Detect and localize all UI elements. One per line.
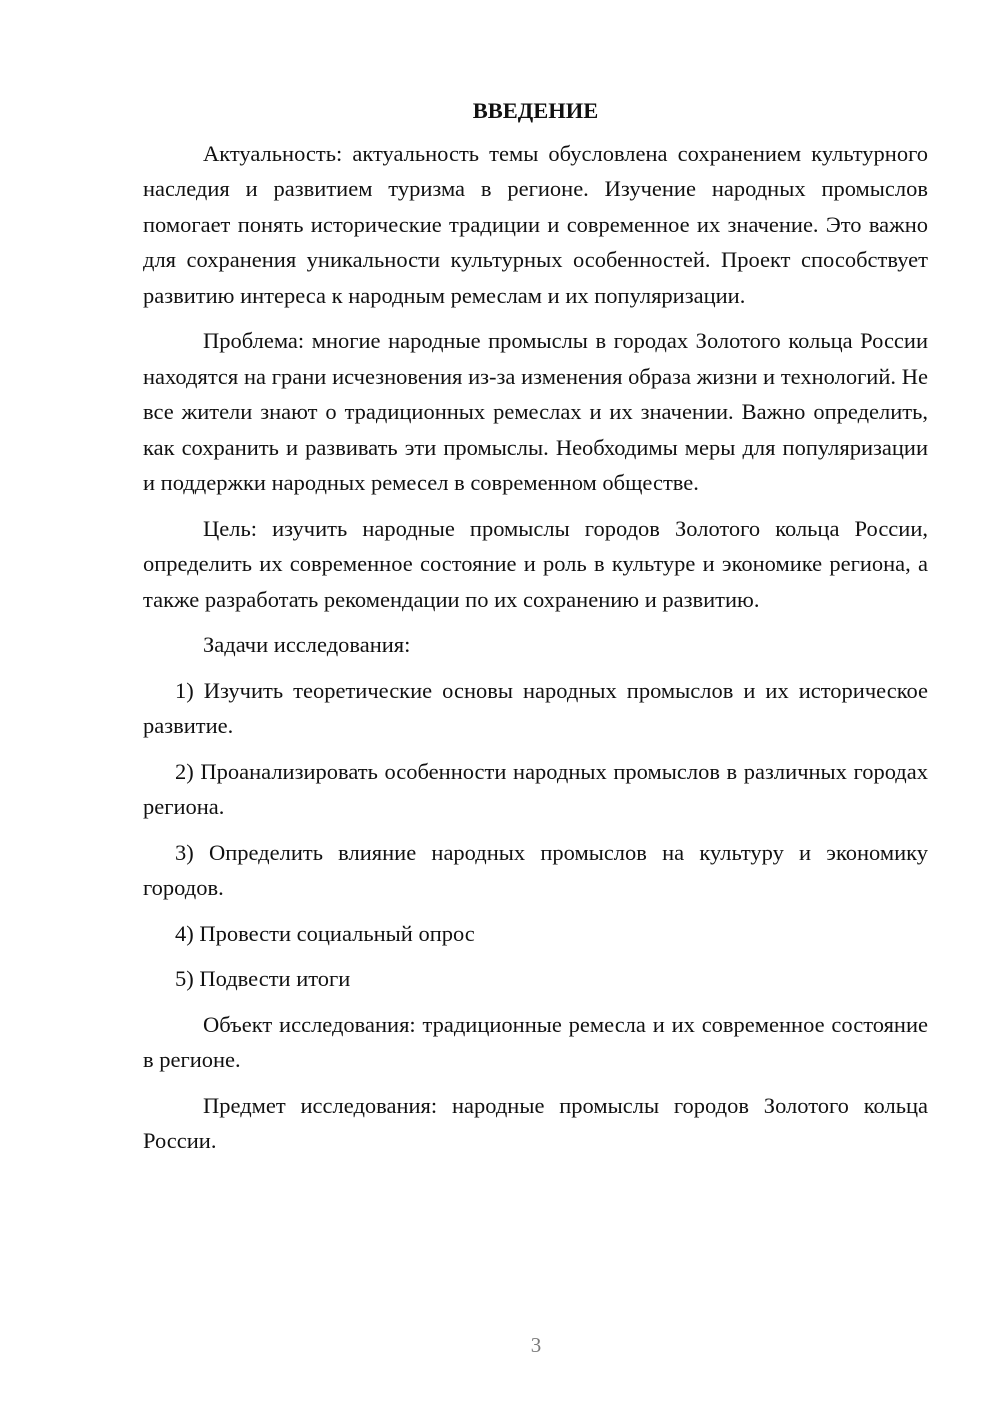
tasks-heading: Задачи исследования: xyxy=(203,632,411,657)
paragraph-subject: Предмет исследования: народные промыслы городов Золотого кольца России. xyxy=(143,1092,928,1153)
paragraph-goal: Цель: изучить народные промыслы городов Золотого кольца России, определить их современное состояние и роль в культуре и экономике региона, а также разработать рекомендации по их сохранению и развитию. xyxy=(143,515,928,612)
task-item: 3) Определить влияние народных промыслов на культуру и экономику городов. xyxy=(143,839,928,900)
page-content xyxy=(143,93,928,1169)
task-item: 1) Изучить теоретические основы народных промыслов и их историческое развитие. xyxy=(143,677,928,738)
task-item: 2) Проанализировать особенности народных промыслов в различных городах региона. xyxy=(143,758,928,819)
paragraph-relevance: Актуальность: актуальность темы обусловлена сохранением культурного наследия и развитием туризма в регионе. Изучение народных промыслов помогает понять исторические традиции и современное их значение. Это важно для сохранения уникальности культурных особенностей. Проект способствует развитию интереса к народным ремеслам и их популяризации. xyxy=(143,140,928,308)
paragraph-object: Объект исследования: традиционные ремесла и их современное состояние в регионе. xyxy=(143,1011,928,1072)
page-number: 3 xyxy=(530,1333,542,1357)
task-item: 5) Подвести итоги xyxy=(175,966,351,991)
page-title: ВВЕДЕНИЕ xyxy=(472,98,599,123)
task-item: 4) Провести социальный опрос xyxy=(175,920,475,946)
paragraph-problem: Проблема: многие народные промыслы в городах Золотого кольца России находятся на грани исчезновения из-за изменения образа жизни и технологий. Не все жители знают о традиционных ремеслах и их значении. Важно определить, как сохранить и развивать эти промыслы. Необходимы меры для популяризации и поддержки народных ремесел в современном обществе. xyxy=(143,328,928,495)
